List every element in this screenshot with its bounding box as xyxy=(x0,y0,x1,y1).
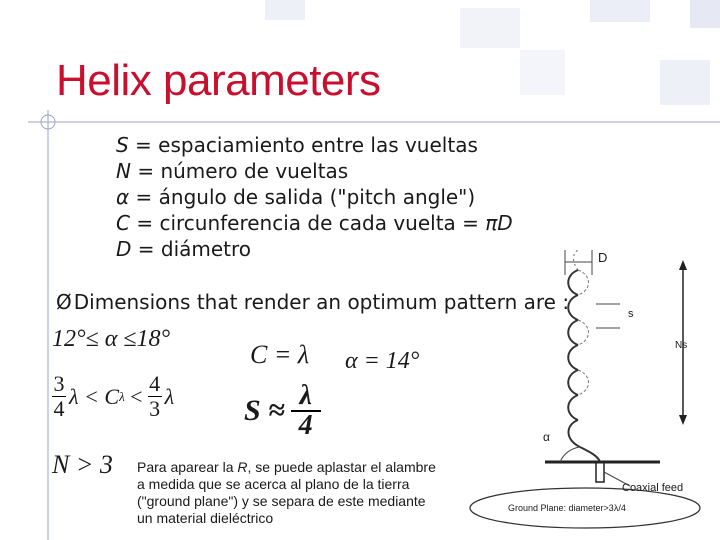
label-coaxial-feed: Coaxial feed xyxy=(622,482,684,494)
note-variable: R xyxy=(237,459,248,475)
note-line: un material dieléctrico xyxy=(137,510,274,526)
definition-text: = número de vueltas xyxy=(130,159,349,183)
fraction-denominator: 4 xyxy=(53,396,65,421)
note-line: ("ground plane") y se separa de este mediante xyxy=(137,493,426,509)
definition-text: = ángulo de salida ("pitch angle") xyxy=(129,185,476,209)
symbol: πD xyxy=(485,211,513,235)
symbol: C xyxy=(116,211,130,235)
definition-text: = diámetro xyxy=(131,237,252,261)
bullet-text: Dimensions that render an optimum pattern are : xyxy=(73,290,570,314)
fraction-numerator: λ xyxy=(299,380,312,411)
bullet-arrow-icon: Ø xyxy=(56,290,72,314)
symbol: α xyxy=(116,185,130,209)
fraction-numerator: 4 xyxy=(149,371,161,396)
ns-arrow-head-up xyxy=(679,260,687,270)
c-equals-lambda-formula: C = λ xyxy=(250,340,310,369)
helix-coil-back xyxy=(578,270,589,395)
note-text: , se puede aplastar el alambre xyxy=(247,459,436,475)
less-than: < xyxy=(128,383,144,409)
note-text: Para aparear la xyxy=(137,459,238,475)
label-d: D xyxy=(598,250,608,265)
lambda-tail: λ xyxy=(164,383,175,409)
alpha-equals-formula: α = 14° xyxy=(345,348,420,374)
symbol: S xyxy=(116,133,129,157)
s-formula-left: S ≈ xyxy=(244,394,285,427)
fraction-denominator: 4 xyxy=(298,410,313,441)
label-alpha: α xyxy=(543,430,550,444)
slide-title: Helix parameters xyxy=(56,56,381,105)
label-s: s xyxy=(628,308,634,320)
ns-arrow-head-down xyxy=(679,415,687,425)
label-ground-plane: Ground Plane: diameter>3λ/4 xyxy=(508,503,626,513)
subscript: λ xyxy=(119,388,125,404)
coaxial-feed xyxy=(596,462,604,482)
inequality-middle: λ < C xyxy=(69,383,120,409)
alpha-range-formula: 12°≤ α ≤18° xyxy=(52,326,171,352)
alpha-arc xyxy=(560,447,580,462)
helix-coil xyxy=(568,270,600,462)
symbol: D xyxy=(116,237,132,261)
fraction-denominator: 3 xyxy=(149,396,161,421)
definition-text: = espaciamiento entre las vueltas xyxy=(128,133,478,157)
note-line: a medida que se acerca al plano de la tierra xyxy=(137,476,410,492)
n-inequality: N > 3 xyxy=(52,450,113,479)
symbol: N xyxy=(116,159,131,183)
label-ns: Ns xyxy=(675,340,688,351)
definition-text: = circunferencia de cada vuelta = xyxy=(129,211,486,235)
fraction-numerator: 3 xyxy=(53,371,65,396)
helix-top-dots xyxy=(574,250,579,270)
